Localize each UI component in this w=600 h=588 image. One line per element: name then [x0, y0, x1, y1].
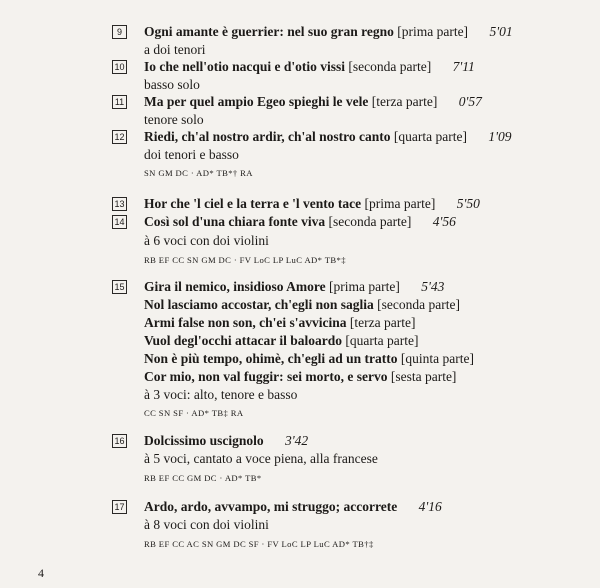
track-part: [quarta parte]: [393, 129, 467, 144]
track-duration: 1'09: [488, 129, 512, 144]
subpart-title: Non è più tempo, ohimè, ch'egli ad un tratto: [144, 351, 398, 366]
track-duration: 5'50: [456, 196, 480, 211]
track-title-text: Hor che 'l ciel e la terra e 'l vento tace: [144, 196, 362, 211]
subpart-part: [quarta parte]: [345, 333, 419, 348]
track-duration: 3'42: [285, 433, 309, 448]
track-subpart: [144, 297, 460, 313]
performer-sources: RB EF CC AC SN GM DC SF · FV LoC LP LuC AD* TB†‡: [144, 539, 374, 549]
track-voices: a doi tenori: [144, 42, 206, 57]
subpart-title: Cor mio, non val fuggir: sei morto, e servo: [144, 369, 388, 384]
track-voices: à 3 voci: alto, tenore e basso: [144, 387, 298, 402]
track-number: 12: [112, 130, 127, 144]
track-title: [144, 59, 475, 75]
track-number: 10: [112, 60, 127, 74]
track-title: [144, 499, 442, 515]
track-duration: 0'57: [458, 94, 482, 109]
track-subpart: [144, 315, 415, 331]
track-title-text: Dolcissimo uscignolo: [144, 433, 264, 448]
track-number: 11: [112, 95, 127, 109]
track-voices: à 8 voci con doi violini: [144, 517, 269, 532]
subpart-part: [terza parte]: [349, 315, 416, 330]
track-subpart: [144, 369, 456, 385]
track-title-text: Io che nell'otio nacqui e d'otio vissi: [144, 59, 346, 74]
track-title: [144, 214, 456, 230]
subpart-part: [seconda parte]: [377, 297, 460, 312]
track-title: [144, 129, 511, 145]
subpart-title: Armi false non son, ch'ei s'avvicina: [144, 315, 347, 330]
track-voices: à 6 voci con doi violini: [144, 233, 269, 248]
subpart-title: Nol lasciamo accostar, ch'egli non saglia: [144, 297, 374, 312]
track-number: 14: [112, 215, 127, 229]
track-duration: 7'11: [452, 59, 475, 74]
performer-sources: CC SN SF · AD* TB‡ RA: [144, 408, 244, 418]
track-number: 15: [112, 280, 127, 294]
track-title-text: Ogni amante è guerrier: nel suo gran regno: [144, 24, 394, 39]
track-title-text: Gira il nemico, insidioso Amore: [144, 279, 326, 294]
subpart-title: Vuol degl'occhi attacar il baloardo: [144, 333, 343, 348]
track-title: [144, 94, 482, 110]
track-number: 17: [112, 500, 127, 514]
track-voices: doi tenori e basso: [144, 147, 239, 162]
performer-sources: RB EF CC GM DC · AD* TB*: [144, 473, 262, 483]
track-voices: tenore solo: [144, 112, 204, 127]
track-duration: 4'56: [432, 214, 456, 229]
track-number: 13: [112, 197, 127, 211]
track-title: [144, 433, 308, 449]
track-duration: 5'43: [421, 279, 445, 294]
page-number: 4: [38, 566, 44, 580]
track-title: [144, 279, 444, 295]
track-title-text: Ardo, ardo, avvampo, mi struggo; accorrete: [144, 499, 398, 514]
performer-sources: RB EF CC SN GM DC · FV LoC LP LuC AD* TB*‡: [144, 255, 346, 265]
track-duration: 4'16: [418, 499, 442, 514]
track-title-text: Ma per quel ampio Egeo spieghi le vele: [144, 94, 369, 109]
track-voices: basso solo: [144, 77, 200, 92]
track-part: [prima parte]: [364, 196, 436, 211]
track-duration: 5'01: [489, 24, 513, 39]
subpart-part: [quinta parte]: [400, 351, 474, 366]
track-title: [144, 196, 480, 212]
track-title: [144, 24, 513, 40]
track-voices: à 5 voci, cantato a voce piena, alla francese: [144, 451, 378, 466]
subpart-part: [sesta parte]: [390, 369, 457, 384]
track-part: [seconda parte]: [328, 214, 412, 229]
track-number: 9: [112, 25, 127, 39]
track-subpart: [144, 351, 474, 367]
performer-sources: SN GM DC · AD* TB*† RA: [144, 168, 253, 178]
track-number: 16: [112, 434, 127, 448]
track-title-text: Così sol d'una chiara fonte viva: [144, 214, 326, 229]
track-part: [prima parte]: [397, 24, 469, 39]
track-part: [seconda parte]: [348, 59, 432, 74]
track-subpart: [144, 333, 418, 349]
track-part: [terza parte]: [371, 94, 438, 109]
track-part: [prima parte]: [329, 279, 400, 294]
track-title-text: Riedi, ch'al nostro ardir, ch'al nostro canto: [144, 129, 391, 144]
